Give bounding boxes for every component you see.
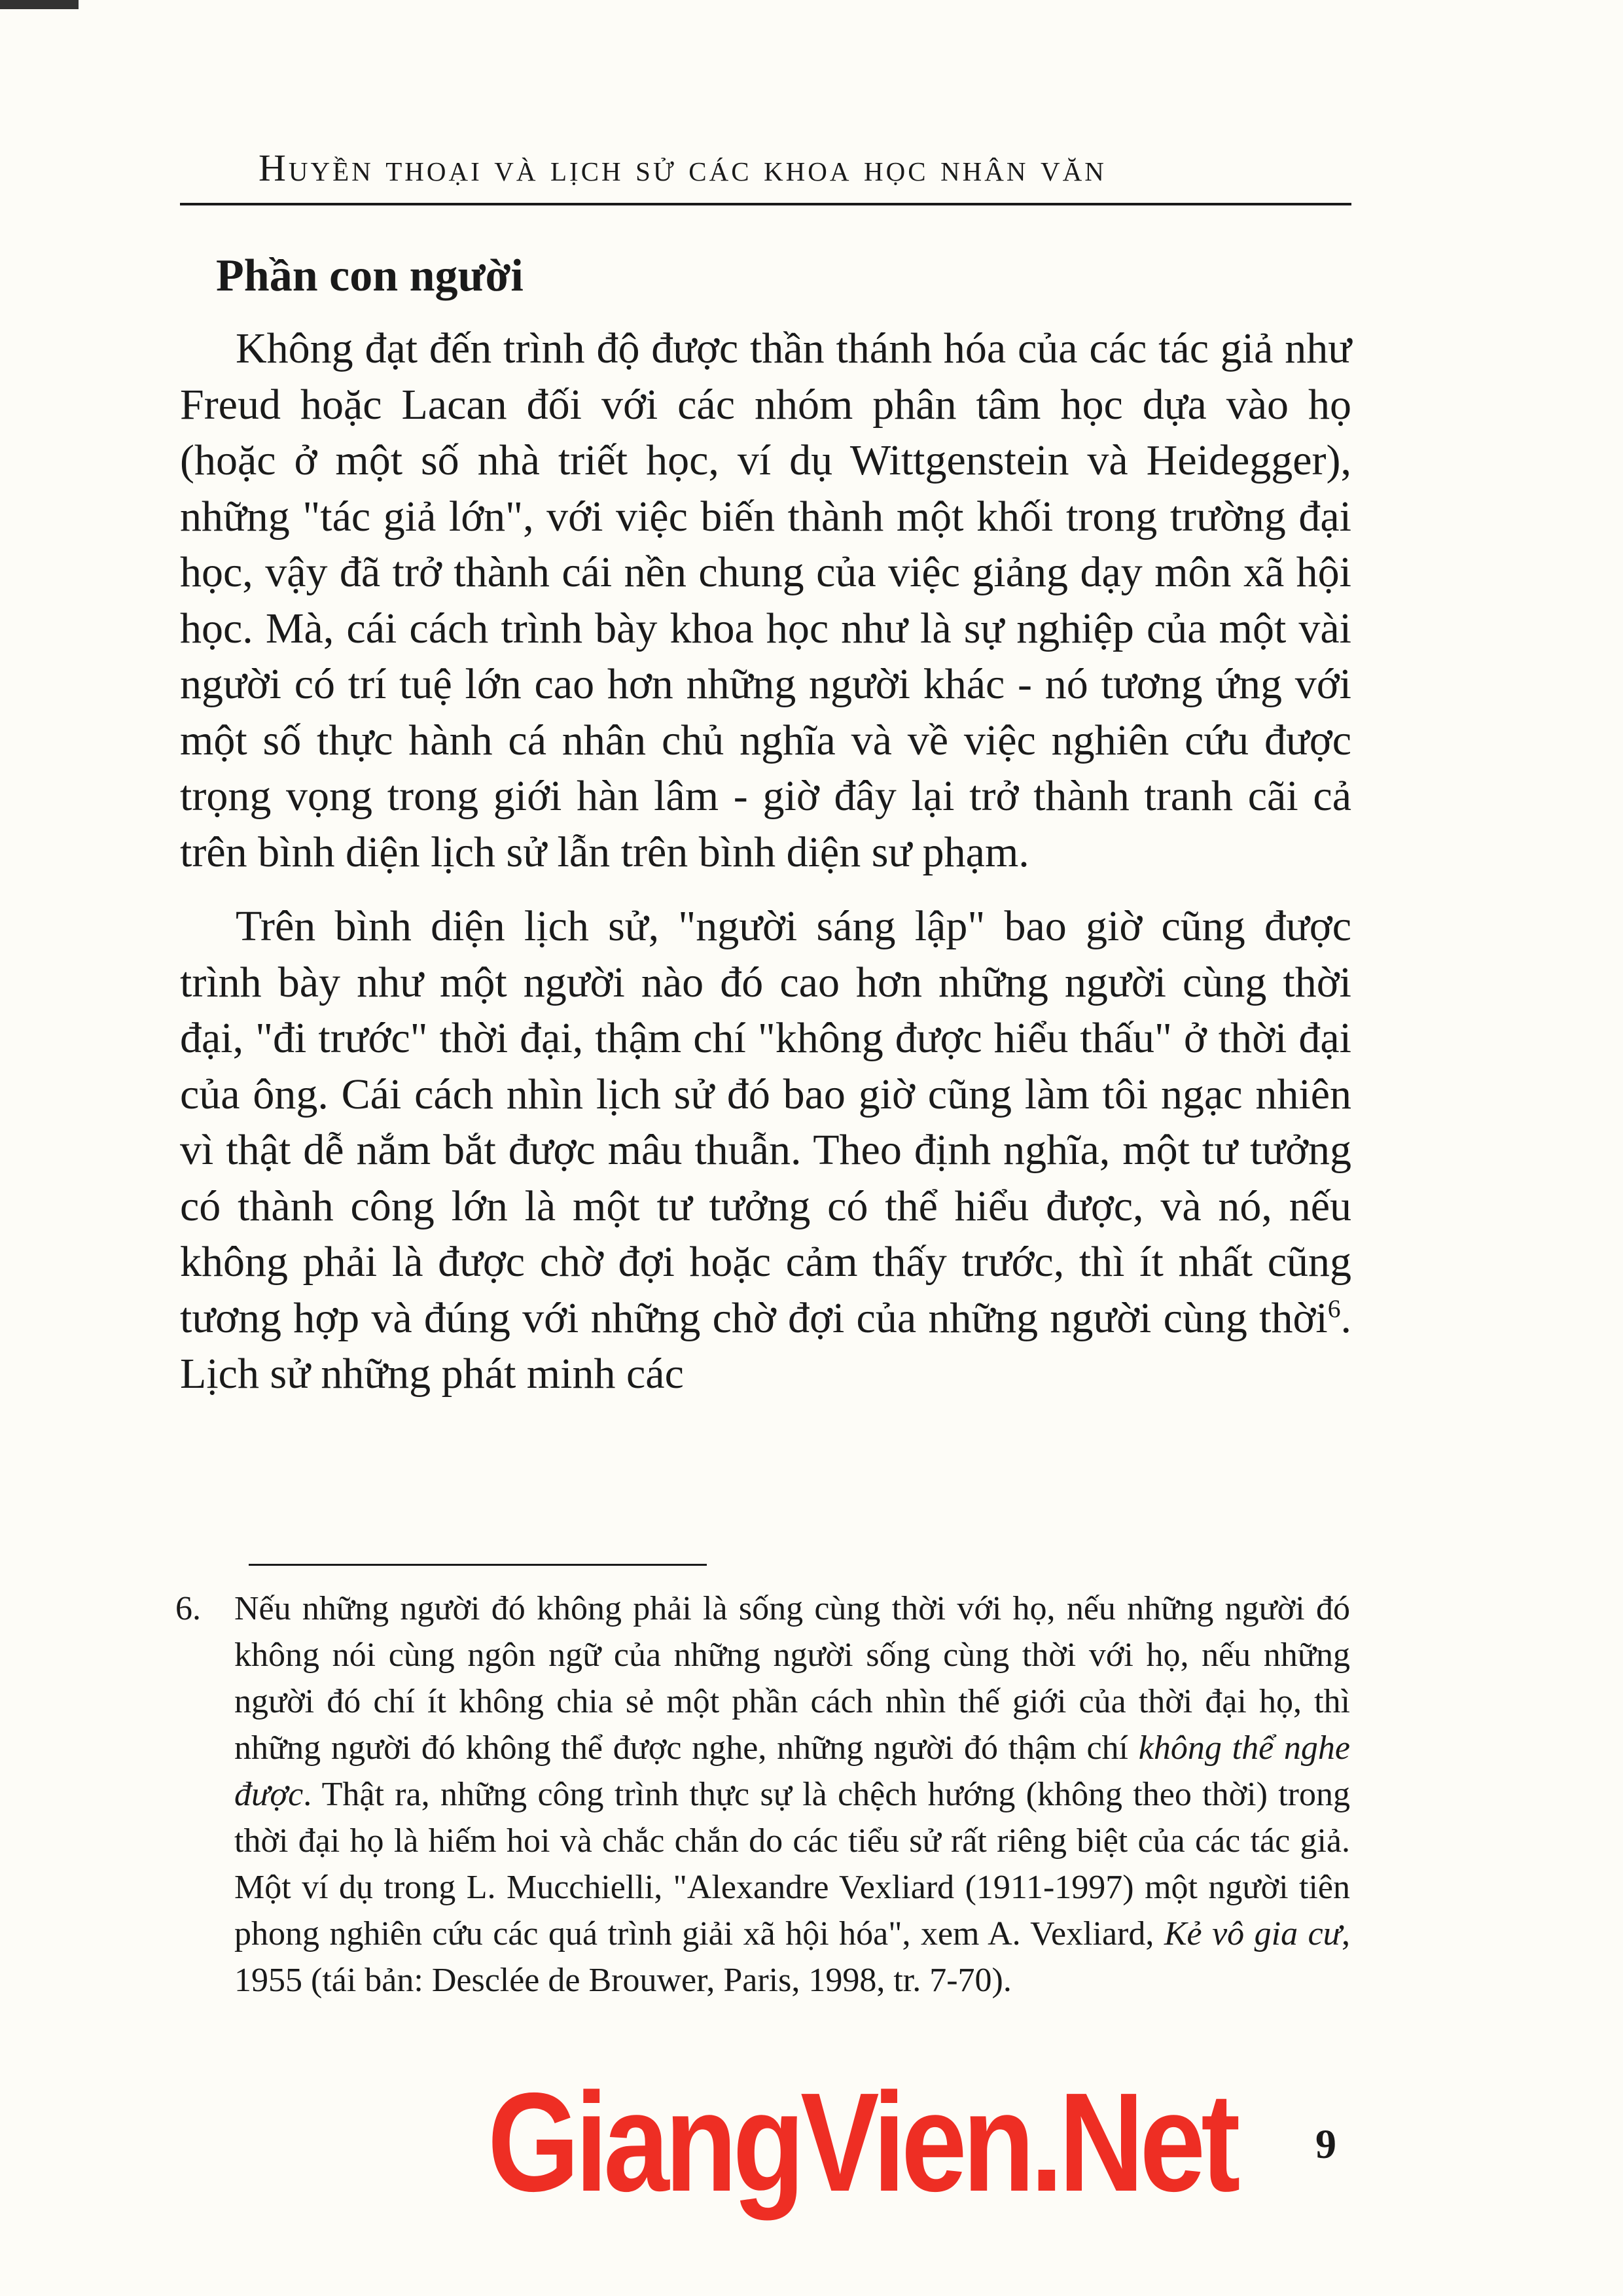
scan-corner-mark <box>0 0 79 9</box>
footnote-text-part: . Thật ra, những công trình thực sự là chệch hướng (không theo thời) trong thời đại họ là hiếm hoi và chắc chắn do các tiểu sử rất riêng biệt của các tác giả. Một ví dụ trong L. Mucchielli, "Alexandre Vexliard (1911-1997) một người tiên phong nghiên cứu các quá trình giải xã hội hóa", xem A. Vexliard, <box>234 1776 1350 1952</box>
body-paragraph-text: Trên bình diện lịch sử, "người sáng lập" bao giờ cũng được trình bày như một người nào đó cao hơn những người cùng thời đại, "đi trước" thời đại, thậm chí "không được hiểu thấu" ở thời đại của ông. Cái cách nhìn lịch sử đó bao giờ cũng làm tôi ngạc nhiên vì thật dễ nắm bắt được mâu thuẫn. Theo định nghĩa, một tư tưởng có thành công lớn là một tư tưởng có thể hiểu được, và nó, nếu không phải là được chờ đợi hoặc cảm thấy trước, thì ít nhất cũng tương hợp và đúng với những chờ đợi của những người cùng thời <box>180 902 1351 1342</box>
body-paragraph <box>180 898 1351 1402</box>
watermark-logo: GiangVien.Net <box>488 2063 1236 2221</box>
footnote-text-part: , 1955 (tái bản: Desclée de Brouwer, Paris, 1998, tr. 7-70). <box>234 1915 1351 1999</box>
footnote <box>175 1585 1350 2004</box>
body-paragraph-text: . Lịch sử những phát minh các <box>180 1294 1351 1398</box>
running-header-title: Huyền thoại và lịch sử các khoa học nhân văn <box>259 147 1107 189</box>
footnote-text <box>234 1585 1350 2004</box>
section-heading: Phần con người <box>216 251 524 301</box>
footnote-italic-title: không thể nghe được <box>234 1729 1350 1813</box>
footnote-text-part: Nếu những người đó không phải là sống cùng thời với họ, nếu những người đó không nói cùng ngôn ngữ của những người sống cùng thời với họ, nếu những người đó chí ít không chia sẻ một phần cách nhìn thế giới của thời đại họ, thì những người đó không thể được nghe, những người đó thậm chí <box>234 1590 1350 1767</box>
footnote-divider <box>249 1564 707 1566</box>
body-text <box>180 321 1351 1402</box>
footnote-number: 6. <box>175 1590 201 1627</box>
body-paragraph: Không đạt đến trình độ được thần thánh hóa của các tác giả như Freud hoặc Lacan đối với các nhóm phân tâm học dựa vào họ (hoặc ở một số nhà triết học, ví dụ Wittgenstein và Heidegger), những "tác giả lớn", với việc biến thành một khối trong trường đại học, vậy đã trở thành cái nền chung của việc giảng dạy môn xã hội học. Mà, cái cách trình bày khoa học như là sự nghiệp của một vài người có trí tuệ lớn cao hơn những người khác - nó tương ứng với một số thực hành cá nhân chủ nghĩa và về việc nghiên cứu được trọng vọng trong giới hàn lâm - giờ đây lại trở thành tranh cãi cả trên bình diện lịch sử lẫn trên bình diện sư phạm. <box>180 325 1351 876</box>
footnote-italic-title: Kẻ vô gia cư <box>1164 1915 1342 1952</box>
running-header <box>180 141 1351 205</box>
footnote-reference: 6 <box>1327 1294 1341 1323</box>
page-number: 9 <box>1315 2121 1336 2167</box>
